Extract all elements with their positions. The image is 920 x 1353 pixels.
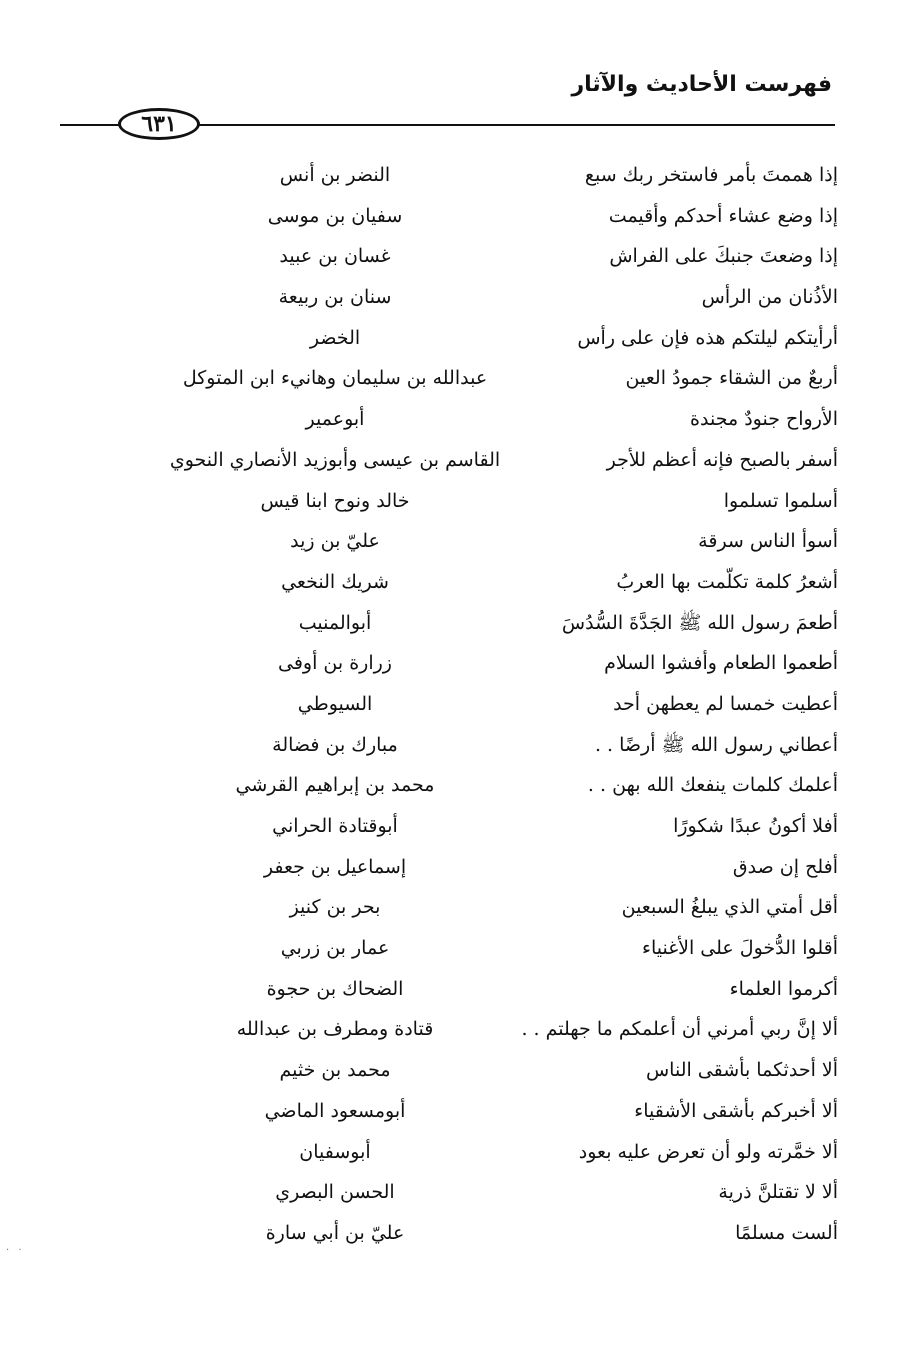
narrator-name: عبدالله بن سليمان وهانيء ابن المتوكل bbox=[182, 367, 488, 390]
list-item bbox=[0, 603, 920, 644]
list-item bbox=[0, 725, 920, 766]
hadith-text: أطعموا الطعام وأفشوا السلام bbox=[604, 652, 838, 675]
narrator-name: بحر بن كنيز bbox=[289, 896, 381, 919]
narrator-name: زرارة بن أوفى bbox=[278, 652, 392, 675]
scan-speck: · · bbox=[6, 1245, 25, 1256]
hadith-text: الأذُنان من الرأس bbox=[701, 286, 838, 309]
hadith-text: أعلمك كلمات ينفعك الله بهن . . bbox=[587, 774, 838, 797]
list-item bbox=[0, 521, 920, 562]
narrator-name: عمار بن زربي bbox=[280, 937, 390, 960]
hadith-text: أعطاني رسول الله ﷺ أرضًا . . bbox=[594, 733, 838, 756]
list-item bbox=[0, 358, 920, 399]
list-item bbox=[0, 277, 920, 318]
hadith-text: أسوأ الناس سرقة bbox=[698, 530, 838, 553]
narrator-name: مبارك بن فضالة bbox=[272, 733, 398, 756]
list-item bbox=[0, 236, 920, 277]
hadith-text: إذا وضعتَ جنبكَ على الفراش bbox=[609, 245, 838, 268]
list-item bbox=[0, 969, 920, 1010]
hadith-text: ألا إنَّ ربي أمرني أن أعلمكم ما جهلتم . . bbox=[521, 1018, 838, 1041]
narrator-name: أبومسعود الماضي bbox=[264, 1099, 406, 1122]
hadith-text: أعطيت خمسا لم يعطهن أحد bbox=[613, 692, 838, 715]
list-item bbox=[0, 806, 920, 847]
hadith-text: أرأيتكم ليلتكم هذه فإن على رأس bbox=[577, 326, 838, 349]
narrator-name: غسان بن عبيد bbox=[279, 245, 391, 268]
hadith-text: إذا وضع عشاء أحدكم وأقيمت bbox=[608, 204, 838, 227]
narrator-name: خالد ونوح ابنا قيس bbox=[260, 489, 410, 512]
narrator-name: شريك النخعي bbox=[281, 570, 389, 593]
hadith-text: أقل أمتي الذي يبلغُ السبعين bbox=[621, 896, 838, 919]
hadith-text: إذا هممتَ بأمر فاستخر ربك سبع bbox=[584, 164, 838, 186]
list-item bbox=[0, 887, 920, 928]
hadith-text: أربعٌ من الشقاء جمودُ العين bbox=[625, 367, 838, 390]
hadith-text: أفلا أكونُ عبدًا شكورًا bbox=[673, 815, 838, 837]
hadith-text: ألست مسلمًا bbox=[735, 1221, 838, 1244]
narrator-name: الحسن البصري bbox=[275, 1181, 395, 1204]
narrator-name: السيوطي bbox=[297, 692, 373, 715]
list-item bbox=[0, 684, 920, 725]
narrator-name: سفيان بن موسى bbox=[267, 204, 403, 227]
page-title: فهرست الأحاديث والآثار bbox=[571, 72, 832, 97]
page-number-badge: ٦٣١ bbox=[118, 108, 200, 140]
narrator-name: محمد بن إبراهيم القرشي bbox=[235, 774, 435, 797]
list-item bbox=[0, 1091, 920, 1132]
narrator-name: قتادة ومطرف بن عبدالله bbox=[236, 1018, 434, 1041]
list-item bbox=[0, 1132, 920, 1173]
narrator-name: أبوسفيان bbox=[299, 1140, 371, 1163]
list-item bbox=[0, 196, 920, 237]
hadith-text: ألا أخبركم بأشقى الأشقياء bbox=[634, 1099, 838, 1122]
list-item bbox=[0, 1050, 920, 1091]
list-item bbox=[0, 481, 920, 522]
narrator-name: القاسم بن عيسى وأبوزيد الأنصاري النحوي bbox=[169, 448, 501, 471]
hadith-text: ألا خمَّرته ولو أن تعرض عليه بعود bbox=[578, 1140, 838, 1163]
list-item bbox=[0, 318, 920, 359]
narrator-name: إسماعيل بن جعفر bbox=[263, 855, 407, 878]
list-item bbox=[0, 1009, 920, 1050]
narrator-name: الخضر bbox=[309, 326, 361, 349]
narrator-name: أبوقتادة الحراني bbox=[272, 815, 398, 837]
hadith-text: أشعرُ كلمة تكلّمت بها العربُ bbox=[616, 570, 838, 593]
list-item bbox=[0, 562, 920, 603]
narrator-name: النضر بن أنس bbox=[279, 164, 391, 186]
narrator-name: أبوالمنيب bbox=[298, 611, 372, 634]
narrator-name: أبوعمير bbox=[305, 408, 365, 431]
hadith-text: أسلموا تسلموا bbox=[723, 489, 838, 512]
list-item bbox=[0, 847, 920, 888]
list-item bbox=[0, 928, 920, 969]
hadith-text: أسفر بالصبح فإنه أعظم للأجر bbox=[606, 448, 838, 471]
narrator-name: الضحاك بن حجوة bbox=[266, 977, 404, 1000]
hadith-index-list bbox=[0, 155, 920, 1254]
hadith-text: أفلح إن صدق bbox=[732, 855, 838, 878]
list-item bbox=[0, 643, 920, 684]
narrator-name: عليّ بن زيد bbox=[290, 530, 380, 553]
hadith-text: ألا أحدثكما بأشقى الناس bbox=[645, 1059, 838, 1082]
hadith-text: أكرموا العلماء bbox=[729, 977, 838, 1000]
narrator-name: سنان بن ربيعة bbox=[278, 286, 392, 309]
list-item bbox=[0, 440, 920, 481]
list-item bbox=[0, 155, 920, 196]
hadith-text: ألا لا تقتلنَّ ذرية bbox=[718, 1181, 838, 1204]
list-item bbox=[0, 1213, 920, 1254]
list-item bbox=[0, 765, 920, 806]
hadith-text: أطعمَ رسول الله ﷺ الجَدَّةَ السُّدُسَ bbox=[561, 611, 838, 634]
narrator-name: عليّ بن أبي سارة bbox=[265, 1221, 405, 1244]
list-item bbox=[0, 399, 920, 440]
narrator-name: محمد بن خثيم bbox=[279, 1059, 391, 1082]
hadith-text: أقلوا الدُّخولَ على الأغنياء bbox=[642, 937, 838, 960]
list-item bbox=[0, 1172, 920, 1213]
hadith-text: الأرواح جنودٌ مجندة bbox=[690, 408, 838, 431]
